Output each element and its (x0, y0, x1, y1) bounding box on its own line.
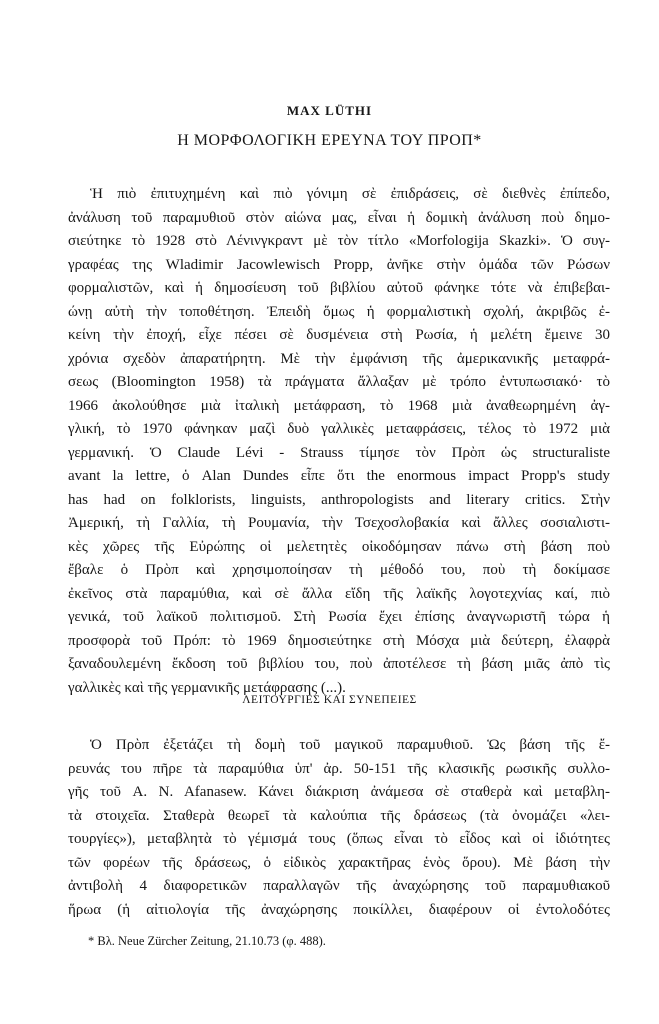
text-line: Ἡ πιὸ ἐπιτυχημένη καὶ πιὸ γόνιμη σὲ ἐπιδράσεις, σὲ διεθνὲς ἐπίπεδο, (90, 186, 610, 202)
text-line: avant la lettre, ὁ Alan Dundes εἶπε ὅτι the enormous impact Propp's study (68, 468, 610, 484)
author-name: MAX LÜTHI (286, 103, 373, 118)
section-heading: ΛΕΙΤΟΥΡΓΙΕΣ ΚΑΙ ΣΥΝΕΠΕΙΕΣ (242, 694, 417, 706)
text-line: 1966 ἀκολούθησε μιὰ ἰταλικὴ μετάφραση, τὸ 1968 μιὰ ἀναθεωρημένη ἀγ- (68, 397, 610, 414)
text-line: γερμανική. Ὁ Claude Lévi - Strauss τίμησε τὸν Πρὸπ ὡς structuraliste (68, 444, 610, 461)
text-line: ἀνάλυση τοῦ παραμυθιοῦ στὸν αἰώνα μας, εἶναι ἡ δομικὴ ἀνάλυση ποὺ δημο- (68, 209, 610, 226)
article-title: Η ΜΟΡΦΟΛΟΓΙΚΗ ΕΡΕΥΝΑ ΤΟΥ ΠΡΟΠ* (177, 132, 482, 149)
text-line: γλική, τὸ 1970 φάνηκαν μαζὶ δυὸ γαλλικὲς μεταφράσεις, τέλος τὸ 1972 μιὰ (68, 421, 610, 437)
text-line: ώνῃ αὐτὴ τὴν τοποθέτηση. Ἐπειδὴ ὅμως ἡ φορμαλιστικὴ σχολή, ἀκριβῶς ἐ- (68, 303, 610, 320)
text-line: Ἀμερική, τὴ Γαλλία, τὴ Ρουμανία, τὴν Τσεχοσλοβακία καὶ ἄλλες σοσιαλιστι- (68, 515, 610, 531)
text-line: κὲς χῶρες τῆς Εὐρώπης οἱ μελετητὲς οἰκοδόμησαν πάνω στὴ βάση ποὺ (68, 538, 610, 555)
text-line: ἀντιβολὴ 4 διαφορετικῶν παραλλαγῶν τῆς ἀναχώρησης τοῦ παραμυθιακοῦ (68, 878, 610, 894)
text-line: has had on folklorists, linguists, anthropologists and literary critics. Στὴν (68, 491, 610, 508)
text-line: φορμαλιστῶν, καὶ ἡ δημοσίευση τοῦ βιβλίου αὐτοῦ φάνηκε τότε νὰ ἐπιβεβαι- (68, 280, 610, 296)
text-line: γραφέας της Wladimir Jacowlewisch Propp, ἀνῆκε στὴν ὁμάδα τῶν Ρώσων (68, 256, 610, 273)
text-line: κείνη τὴν ἐποχή, εἶχε πέσει σὲ δυσμένεια στὴ Ρωσία, ἡ μελέτη ἔμεινε 30 (68, 327, 610, 343)
text-line: τουργίες»), μεταβλητὰ τὸ γέμισμά τους (ὅπως εἶναι τὸ εἶδος καὶ οἱ ἰδιότητες (68, 831, 610, 847)
text-line: χρόνια σχεδὸν ἀπαρατήρητη. Μὲ τὴν ἐμφάνιση τῆς ἀμερικανικῆς μεταφρά- (68, 350, 610, 367)
paragraph-2 (68, 734, 610, 922)
paragraph-1 (68, 183, 610, 700)
text-line: γενικά, τοῦ λαϊκοῦ πολιτισμοῦ. Στὴ Ρωσία ἔχει ἐπίσης ἀναγνωριστῆ τώρα ἡ (68, 609, 610, 625)
text-line: γαλλικὲς καὶ τῆς γερμανικῆς μετάφρασης (...). (68, 679, 346, 696)
footnote: * Βλ. Neue Zürcher Zeitung, 21.10.73 (φ. 488). (88, 934, 326, 948)
text-line: Ὁ Πρὸπ ἐξετάζει τὴ δομὴ τοῦ μαγικοῦ παραμυθιοῦ. Ὡς βάση τῆς ἔ- (90, 737, 610, 753)
text-line: ἥρωα (ἡ αἰτιολογία τῆς ἀναχώρησης ποικίλλει, διαφέρουν οἱ ἐντολοδότες (68, 901, 610, 918)
text-line: ξαναδουλεμένη ἔκδοση τοῦ βιβλίου του, ποὺ ἀποτέλεσε τὴ βάση μιᾶς ἀπὸ τὶς (68, 656, 610, 672)
text-line: ἐκεῖνος στὰ παραμύθια, καὶ σὲ ἄλλα εἴδη τῆς λαϊκῆς λογοτεχνίας καί, πιὸ (68, 585, 610, 602)
text-line: ἔβαλε ὁ Πρὸπ καὶ χρησιμοποίησαν τὴ μέθοδό του, ποὺ τὴ δοκίμασε (68, 562, 610, 578)
text-line: σιεύτηκε τὸ 1928 στὸ Λένινγκραντ μὲ τὸν τίτλο «Morfologija Skazki». Ὁ συγ- (68, 233, 610, 249)
text-line: γῆς τοῦ A. N. Afanasew. Κάνει διάκριση ἀνάμεσα σὲ σταθερὰ καὶ μεταβλη- (68, 784, 610, 800)
text-line: προσφορὰ τοῦ Πρόπ: τὸ 1969 δημοσιεύτηκε στὴ Μόσχα μιὰ δεύτερη, ἐλαφρὰ (68, 632, 610, 649)
text-line: τὰ στοιχεῖα. Σταθερὰ θεωρεῖ τὰ καλούπια τῆς δράσεως (τὰ ὀνομάζει «λει- (68, 807, 610, 824)
text-line: ρευνάς του πῆρε τὰ παραμύθια ὑπ' ἀρ. 50-151 τῆς κλασικῆς ρωσικῆς συλλο- (68, 760, 610, 777)
text-line: σεως (Bloomington 1958) τὰ πράγματα ἄλλαξαν μὲ τρόπο ἐντυπωσιακό· τὸ (68, 374, 610, 390)
text-line: τῶν φορέων τῆς δράσεως, ὁ εἰδικὸς χαρακτῆρας ἑνὸς ὅρου). Μὲ βάση τὴν (68, 854, 610, 871)
